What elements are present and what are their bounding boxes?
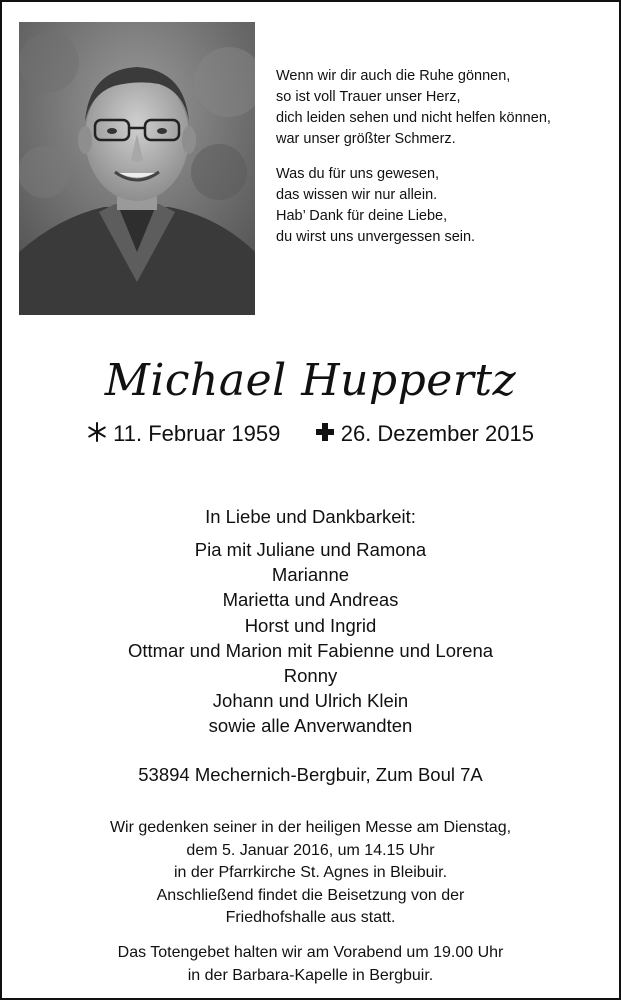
poem-line: das wissen wir nur allein. [276,187,438,203]
portrait-icon [19,22,255,315]
mourner-name: Pia mit Juliane und Ramona [194,539,427,560]
mourners-heading: In Liebe und Dankbarkeit: [205,506,416,527]
birth-date: 11. Februar 1959 [113,421,281,446]
mourner-name: Horst und Ingrid [244,614,377,636]
service-line: Wir gedenken seiner in der heiligen Messe am Dienstag, [109,819,512,836]
poem-line: dich leiden sehen und nicht helfen können, [276,110,551,126]
portrait-photo [19,22,255,315]
birth-star-icon [87,422,107,448]
poem-line: so ist voll Trauer unser Herz, [276,89,461,105]
death-cross-icon [315,422,335,448]
prayer-info [0,942,621,987]
memorial-service-info [0,817,621,930]
service-line: Anschließend findet die Beisetzung von der [156,886,465,904]
poem-line: Wenn wir dir auch die Ruhe gönnen, [276,68,511,84]
poem-line: du wirst uns unvergessen sein. [276,229,476,245]
memorial-poem [276,66,606,262]
mourner-name: Marietta und Andreas [222,589,399,611]
poem-line: Was du für uns gewesen, [276,166,440,182]
mourner-name: Marianne [271,564,350,586]
mourner-name: Johann und Ulrich Klein [212,690,409,712]
mourner-name: Ronny [283,665,338,687]
service-line: dem 5. Januar 2016, um 14.15 Uhr [186,841,435,859]
poem-line: Hab’ Dank für deine Liebe, [276,208,448,224]
life-dates [0,421,621,448]
death-date: 26. Dezember 2015 [340,421,534,446]
service-line: Friedhofshalle aus statt. [225,909,396,926]
poem-line: war unser größter Schmerz. [276,131,456,147]
prayer-line: Das Totengebet halten wir am Vorabend um 19.00 Uhr [117,944,504,961]
poem-stanza [276,164,606,248]
deceased-name: Michael Huppertz [104,355,517,406]
poem-stanza [276,66,606,150]
mourners-list [0,537,621,739]
mourner-name: sowie alle Anverwandten [208,715,413,737]
service-line: in der Pfarrkirche St. Agnes in Bleibuir. [173,864,448,881]
prayer-line: in der Barbara-Kapelle in Bergbuir. [187,966,434,984]
family-address: 53894 Mechernich-Bergbuir, Zum Boul 7A [138,764,483,785]
mourner-name: Ottmar und Marion mit Fabienne und Lorena [127,639,494,661]
